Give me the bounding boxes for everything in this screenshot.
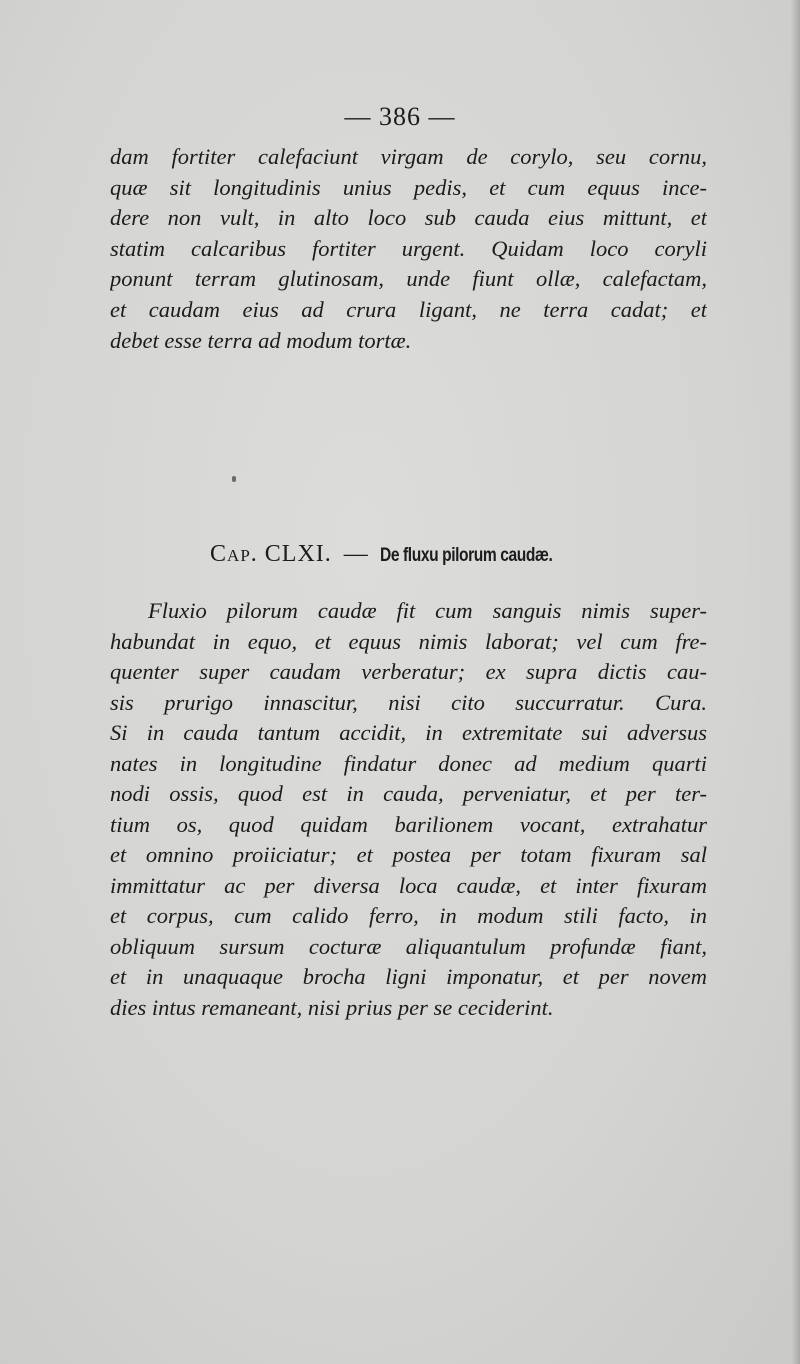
text-line: dam fortiter calefaciunt virgam de corylo, seu cornu, (110, 144, 707, 169)
text-line: obliquum sursum cocturæ aliquantulum profundæ fiant, (110, 933, 707, 959)
page-edge-shadow (790, 0, 800, 1364)
text-line: quenter super caudam verberatur; ex supra dictis cau- (110, 659, 707, 684)
text-line: habundat in equo, et equus nimis laborat; vel cum fre- (110, 628, 707, 654)
chapter-dash: — (343, 541, 368, 567)
text-line: nates in longitudine findatur donec ad medium quarti (110, 750, 707, 776)
text-line: et omnino proiiciatur; et postea per totam fixuram sal (110, 842, 707, 867)
text-line: nodi ossis, quod est in cauda, perveniatur, et per ter- (110, 781, 707, 806)
print-speck (232, 476, 236, 482)
text-line: quæ sit longitudinis unius pedis, et cum equus ince- (110, 174, 707, 200)
text-line: et corpus, cum calido ferro, in modum stili facto, in (110, 903, 707, 928)
text-line: statim calcaribus fortiter urgent. Quidam loco coryli (110, 235, 707, 261)
paragraph-top (110, 142, 707, 356)
text-line: tium os, quod quidam barilionem vocant, extrahatur (110, 811, 707, 837)
text-line: dere non vult, in alto loco sub cauda eius mittunt, et (110, 205, 707, 231)
chapter-title: De fluxu pilorum caudæ. (379, 545, 553, 566)
paragraph-bottom (110, 596, 707, 1023)
text-line: dies intus remaneant, nisi prius per se ceciderint. (110, 994, 554, 1020)
text-line: Fluxio pilorum caudæ fit cum sanguis nimis super- (148, 598, 707, 623)
chapter-heading (0, 541, 800, 568)
text-line: debet esse terra ad modum tortæ. (110, 327, 412, 353)
text-line: et in unaquaque brocha ligni imponatur, et per novem (110, 964, 707, 989)
text-line: immittatur ac per diversa loca caudæ, et inter fixuram (110, 872, 707, 898)
page-number: — 386 — (344, 102, 456, 131)
text-line: ponunt terram glutinosam, unde fiunt ollæ, calefactam, (110, 266, 707, 292)
text-line: et caudam eius ad crura ligant, ne terra cadat; et (110, 296, 707, 322)
text-line: Si in cauda tantum accidit, in extremitate sui adversus (110, 720, 707, 745)
text-line: sis prurigo innascitur, nisi cito succurratur. Cura. (110, 689, 707, 715)
chapter-label: Cap. CLXI. (210, 541, 332, 567)
